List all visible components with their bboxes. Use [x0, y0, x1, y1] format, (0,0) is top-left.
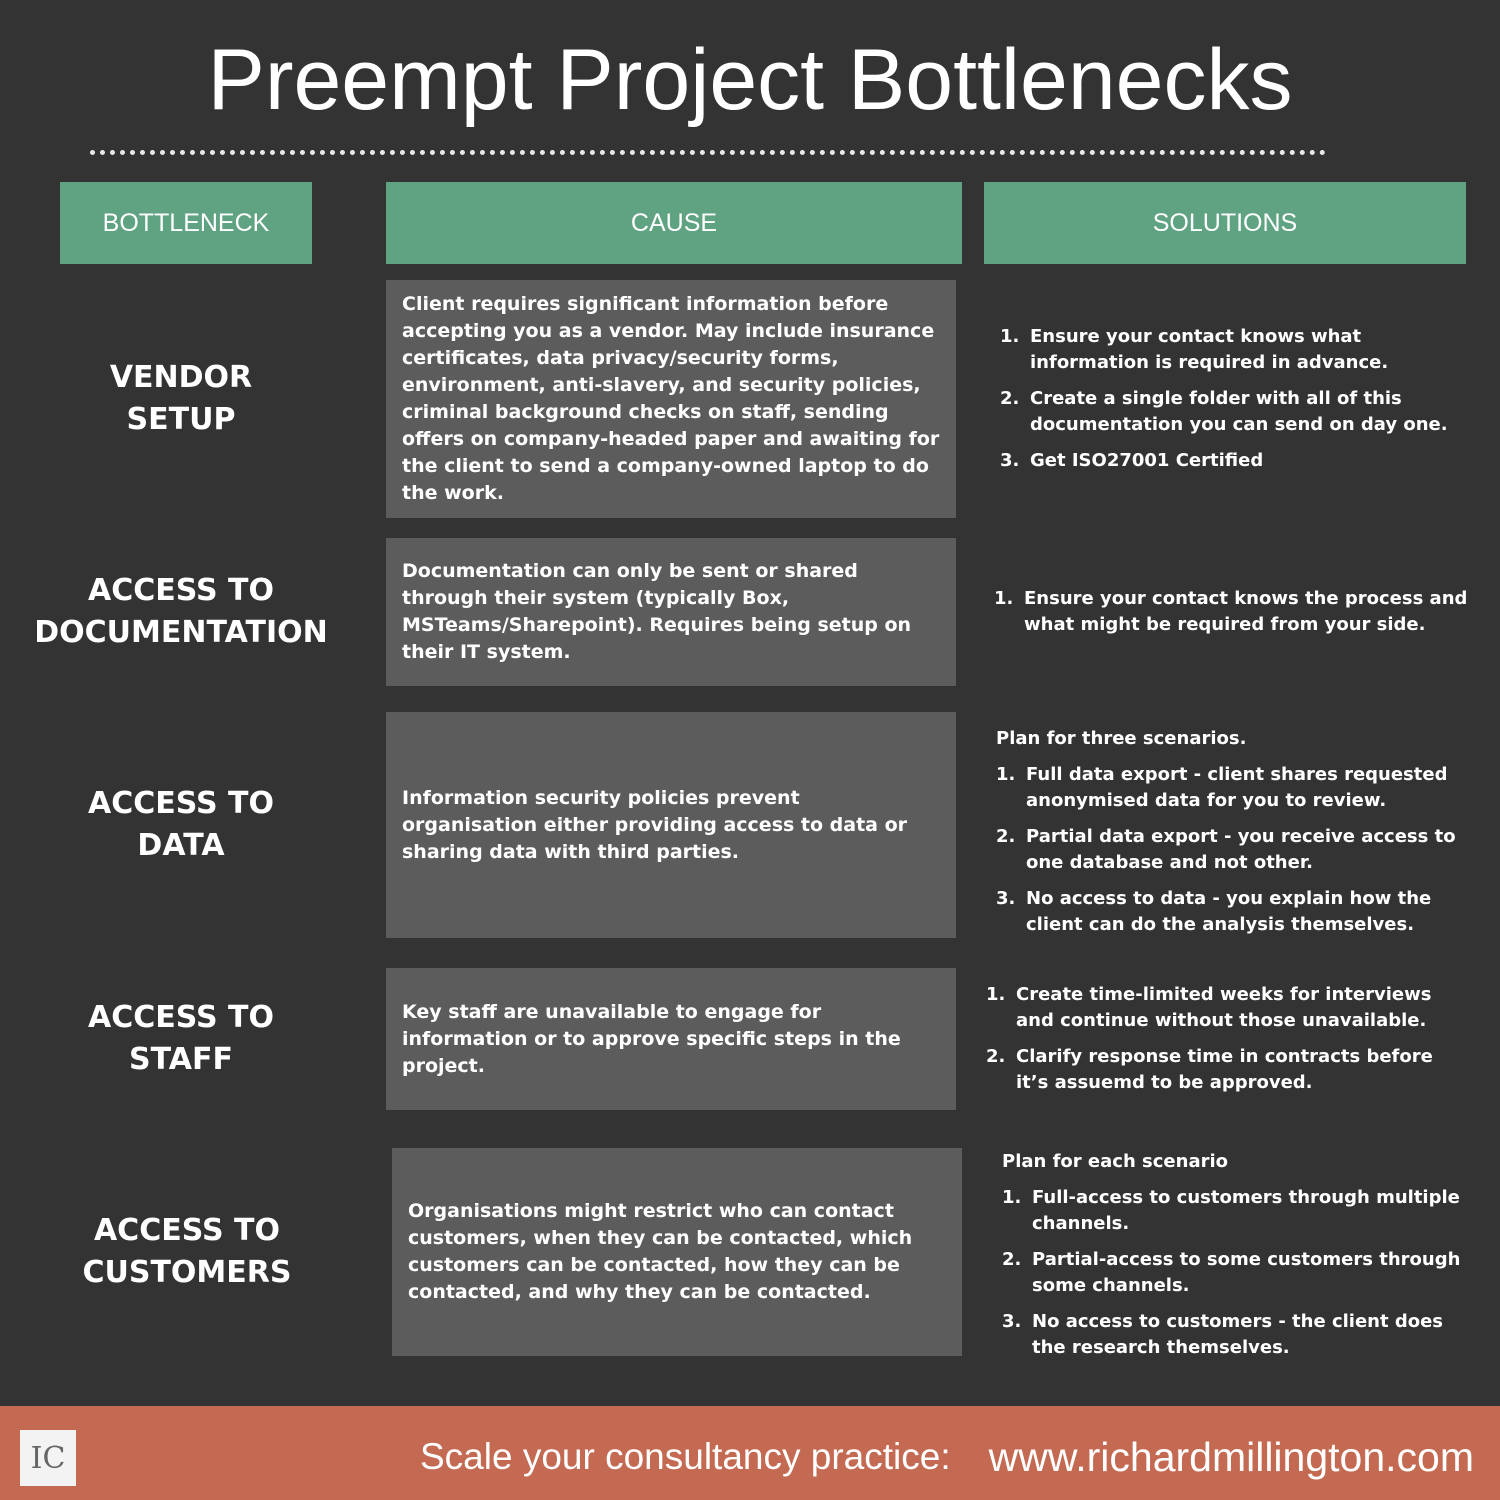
solution-item — [986, 1044, 1470, 1096]
cause-text: Documentation can only be sent or shared through their system (typically Box, MSTeams/Sharepoint). Requires being setup on their IT system. — [402, 560, 912, 663]
solution-item — [996, 824, 1470, 876]
solution-text: Ensure your contact knows what information is required in advance. — [1030, 326, 1389, 373]
solution-number: 2. — [996, 826, 1016, 847]
header-solutions: SOLUTIONS — [984, 182, 1466, 264]
header-cause: CAUSE — [386, 182, 962, 264]
solution-text: No access to data - you explain how the client can do the analysis themselves. — [1026, 888, 1432, 935]
solutions-access-to-staff — [986, 968, 1470, 1110]
cause-access-to-customers — [392, 1148, 962, 1356]
solution-text: Ensure your contact knows the process and what might be required from your side. — [1024, 588, 1468, 635]
solution-number: 1. — [996, 764, 1016, 785]
cause-access-to-data — [386, 712, 956, 938]
solution-number: 1. — [986, 984, 1006, 1005]
solution-text: Full-access to customers through multiple channels. — [1032, 1187, 1460, 1234]
solution-item — [1002, 1309, 1470, 1361]
cause-text: Client requires significant information before accepting you as a vendor. May include insurance certificates, data privacy/security forms, environment, anti-slavery, and security policies, criminal background checks on staff, sending offers on company-headed paper and awaiting for the client to send a company-owned laptop to do the work. — [402, 293, 940, 504]
footer-bar — [0, 1406, 1500, 1500]
solution-text: Clarify response time in contracts before it’s assuemd to be approved. — [1016, 1046, 1433, 1093]
footer-tagline: Scale your consultancy practice: — [420, 1436, 951, 1477]
solution-number: 2. — [986, 1046, 1006, 1067]
cause-text: Organisations might restrict who can contact customers, when they can be contacted, which customers can be contacted, how they can be contacted, and why they can be contacted. — [408, 1200, 913, 1303]
cause-text: Information security policies prevent organisation either providing access to data or sharing data with third parties. — [402, 786, 908, 863]
solutions-list — [986, 982, 1470, 1096]
solution-text: Create time-limited weeks for interviews and continue without those unavailable. — [1016, 984, 1432, 1031]
solution-text: Full data export - client shares requested anonymised data for you to review. — [1026, 764, 1448, 811]
cause-vendor-setup — [386, 280, 956, 518]
solution-text: Partial-access to some customers through some channels. — [1032, 1249, 1461, 1296]
solution-item — [994, 586, 1470, 638]
cause-access-to-documentation — [386, 538, 956, 686]
solutions-list — [996, 762, 1470, 938]
bottleneck-access-to-documentation: ACCESS TO DOCUMENTATION — [34, 573, 328, 650]
solutions-list — [994, 586, 1470, 638]
solution-number: 3. — [1000, 450, 1020, 471]
solutions-access-to-customers — [1002, 1140, 1470, 1370]
cause-text: Key staff are unavailable to engage for information or to approve specific steps in the project. — [402, 1000, 901, 1077]
solutions-access-to-documentation — [994, 538, 1470, 686]
solution-text: No access to customers - the client does the research themselves. — [1032, 1311, 1444, 1358]
bottleneck-access-to-staff: ACCESS TO STAFF — [87, 1000, 275, 1077]
solution-number: 3. — [1002, 1311, 1022, 1332]
page-title: Preempt Project Bottlenecks — [207, 32, 1293, 128]
solution-text: Create a single folder with all of this documentation you can send on day one. — [1030, 388, 1448, 435]
cause-access-to-staff — [386, 968, 956, 1110]
solution-text: Partial data export - you receive access to one database and not other. — [1026, 826, 1456, 873]
solution-item — [996, 886, 1470, 938]
solution-number: 3. — [996, 888, 1016, 909]
solution-number: 1. — [1002, 1187, 1022, 1208]
solution-text: Get ISO27001 Certified — [1030, 450, 1264, 471]
solution-number: 1. — [994, 588, 1014, 609]
bottleneck-vendor-setup: VENDOR SETUP — [109, 360, 253, 437]
solution-number: 2. — [1000, 388, 1020, 409]
solution-number: 2. — [1002, 1249, 1022, 1270]
solutions-list — [1000, 324, 1470, 474]
dotted-divider — [90, 150, 1326, 155]
solutions-intro: Plan for three scenarios. — [996, 728, 1247, 749]
bottleneck-access-to-data: ACCESS TO DATA — [87, 786, 275, 863]
bottleneck-access-to-customers: ACCESS TO CUSTOMERS — [82, 1213, 292, 1290]
solution-item — [986, 982, 1470, 1034]
solution-item — [1002, 1247, 1470, 1299]
solution-item — [1000, 324, 1470, 376]
solutions-list — [1002, 1185, 1470, 1361]
footer-url-link[interactable]: www.richardmillington.com — [988, 1434, 1474, 1480]
solution-item — [1000, 386, 1470, 438]
solution-number: 1. — [1000, 326, 1020, 347]
header-bottleneck: BOTTLENECK — [60, 182, 312, 264]
solution-item — [1002, 1185, 1470, 1237]
solution-item — [1000, 448, 1470, 474]
solution-item — [996, 762, 1470, 814]
solutions-vendor-setup — [1000, 280, 1470, 518]
brand-logo: IC — [20, 1430, 76, 1486]
solutions-access-to-data — [996, 712, 1470, 952]
solutions-intro: Plan for each scenario — [1002, 1151, 1229, 1172]
